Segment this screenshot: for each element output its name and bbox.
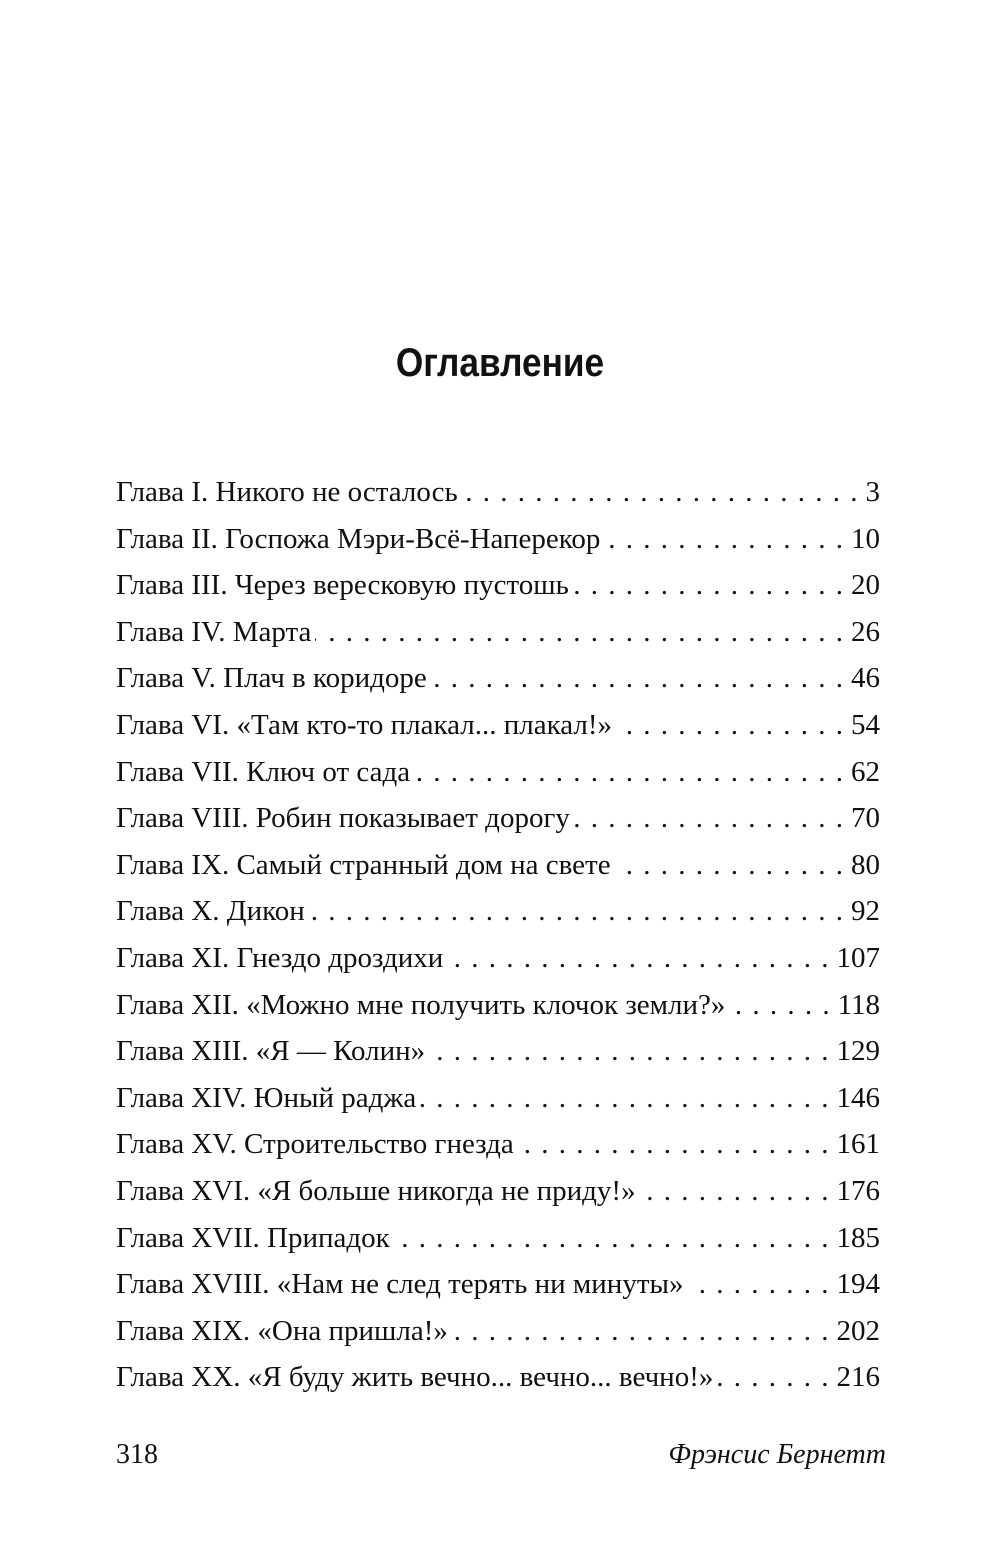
toc-entry-page: 62 xyxy=(843,749,880,796)
table-of-contents xyxy=(116,469,880,1401)
toc-entry xyxy=(116,795,880,842)
toc-entry-title: Глава IX. Самый странный дом на свете xyxy=(116,842,615,889)
toc-entry-title: Глава XIV. Юный раджа xyxy=(116,1075,420,1122)
toc-leader-dots xyxy=(729,982,829,1029)
toc-entry-title: Глава XIX. «Она пришла!» xyxy=(116,1308,452,1355)
toc-entry-page: 216 xyxy=(829,1354,881,1401)
toc-leader-dots xyxy=(431,655,843,702)
toc-leader-dots xyxy=(640,1168,829,1215)
toc-leader-dots xyxy=(429,1028,828,1075)
toc-entry-title: Глава XII. «Можно мне получить клочок земли?» xyxy=(116,982,729,1029)
toc-entry xyxy=(116,1261,880,1308)
toc-leader-dots xyxy=(414,749,843,796)
running-footer-author: Фрэнсис Бернетт xyxy=(668,1439,886,1470)
toc-entry xyxy=(116,1075,880,1122)
toc-entry-page: 26 xyxy=(843,609,880,656)
toc-entry-title: Глава XI. Гнездо дроздихи xyxy=(116,935,447,982)
toc-entry-title: Глава VII. Ключ от сада xyxy=(116,749,414,796)
toc-entry-title: Глава XV. Строительство гнезда xyxy=(116,1121,518,1168)
toc-entry-title: Глава I. Никого не осталось xyxy=(116,469,462,516)
toc-leader-dots xyxy=(717,1354,828,1401)
toc-entry xyxy=(116,1168,880,1215)
toc-entry-page: 107 xyxy=(829,935,881,982)
toc-leader-dots xyxy=(309,888,843,935)
toc-entry xyxy=(116,609,880,656)
toc-leader-dots xyxy=(420,1075,828,1122)
toc-entry-page: 129 xyxy=(829,1028,881,1075)
toc-entry-title: Глава VI. «Там кто-то плакал... плакал!» xyxy=(116,702,616,749)
toc-entry xyxy=(116,469,880,516)
toc-entry xyxy=(116,982,880,1029)
toc-leader-dots xyxy=(518,1121,829,1168)
toc-entry-page: 20 xyxy=(843,562,880,609)
toc-entry xyxy=(116,935,880,982)
toc-entry-page: 3 xyxy=(858,469,881,516)
toc-leader-dots xyxy=(315,609,843,656)
toc-leader-dots xyxy=(394,1215,829,1262)
toc-entry-title: Глава XVIII. «Нам не след терять ни минуты» xyxy=(116,1261,687,1308)
toc-entry-page: 46 xyxy=(843,655,880,702)
toc-leader-dots xyxy=(687,1261,828,1308)
toc-leader-dots xyxy=(616,702,843,749)
toc-entry xyxy=(116,516,880,563)
toc-leader-dots xyxy=(462,469,858,516)
toc-entry-title: Глава III. Через вересковую пустошь xyxy=(116,562,573,609)
toc-entry-page: 202 xyxy=(829,1308,881,1355)
toc-leader-dots xyxy=(574,795,843,842)
toc-entry-title: Глава XX. «Я буду жить вечно... вечно... вечно!» xyxy=(116,1354,717,1401)
toc-entry xyxy=(116,1308,880,1355)
toc-entry-page: 118 xyxy=(830,982,880,1029)
toc-entry-page: 80 xyxy=(843,842,880,889)
toc-entry-page: 70 xyxy=(843,795,880,842)
toc-leader-dots xyxy=(573,562,843,609)
toc-leader-dots xyxy=(447,935,828,982)
toc-entry xyxy=(116,1354,880,1401)
toc-entry-title: Глава XIII. «Я — Колин» xyxy=(116,1028,429,1075)
toc-entry xyxy=(116,562,880,609)
toc-entry xyxy=(116,655,880,702)
toc-entry xyxy=(116,1215,880,1262)
toc-entry xyxy=(116,888,880,935)
toc-entry-title: Глава IV. Марта xyxy=(116,609,315,656)
page-title: Оглавление xyxy=(395,341,605,385)
toc-entry-page: 161 xyxy=(829,1121,881,1168)
toc-entry-title: Глава II. Госпожа Мэри-Всё-Наперекор xyxy=(116,516,604,563)
toc-leader-dots xyxy=(615,842,843,889)
toc-leader-dots xyxy=(452,1308,829,1355)
toc-leader-dots xyxy=(604,516,843,563)
toc-entry-page: 185 xyxy=(829,1215,881,1262)
toc-entry-page: 176 xyxy=(829,1168,881,1215)
toc-entry xyxy=(116,1121,880,1168)
toc-entry-page: 10 xyxy=(843,516,880,563)
toc-entry-page: 194 xyxy=(829,1261,881,1308)
toc-entry-page: 146 xyxy=(829,1075,881,1122)
toc-entry-title: Глава VIII. Робин показывает дорогу xyxy=(116,795,574,842)
toc-entry xyxy=(116,842,880,889)
toc-entry xyxy=(116,702,880,749)
toc-entry-title: Глава V. Плач в коридоре xyxy=(116,655,431,702)
page-number: 318 xyxy=(116,1439,158,1470)
toc-entry-page: 92 xyxy=(843,888,880,935)
toc-entry-title: Глава XVI. «Я больше никогда не приду!» xyxy=(116,1168,640,1215)
toc-entry-title: Глава XVII. Припадок xyxy=(116,1215,394,1262)
toc-entry xyxy=(116,749,880,796)
toc-entry-title: Глава X. Дикон xyxy=(116,888,309,935)
toc-entry-page: 54 xyxy=(843,702,880,749)
toc-entry xyxy=(116,1028,880,1075)
